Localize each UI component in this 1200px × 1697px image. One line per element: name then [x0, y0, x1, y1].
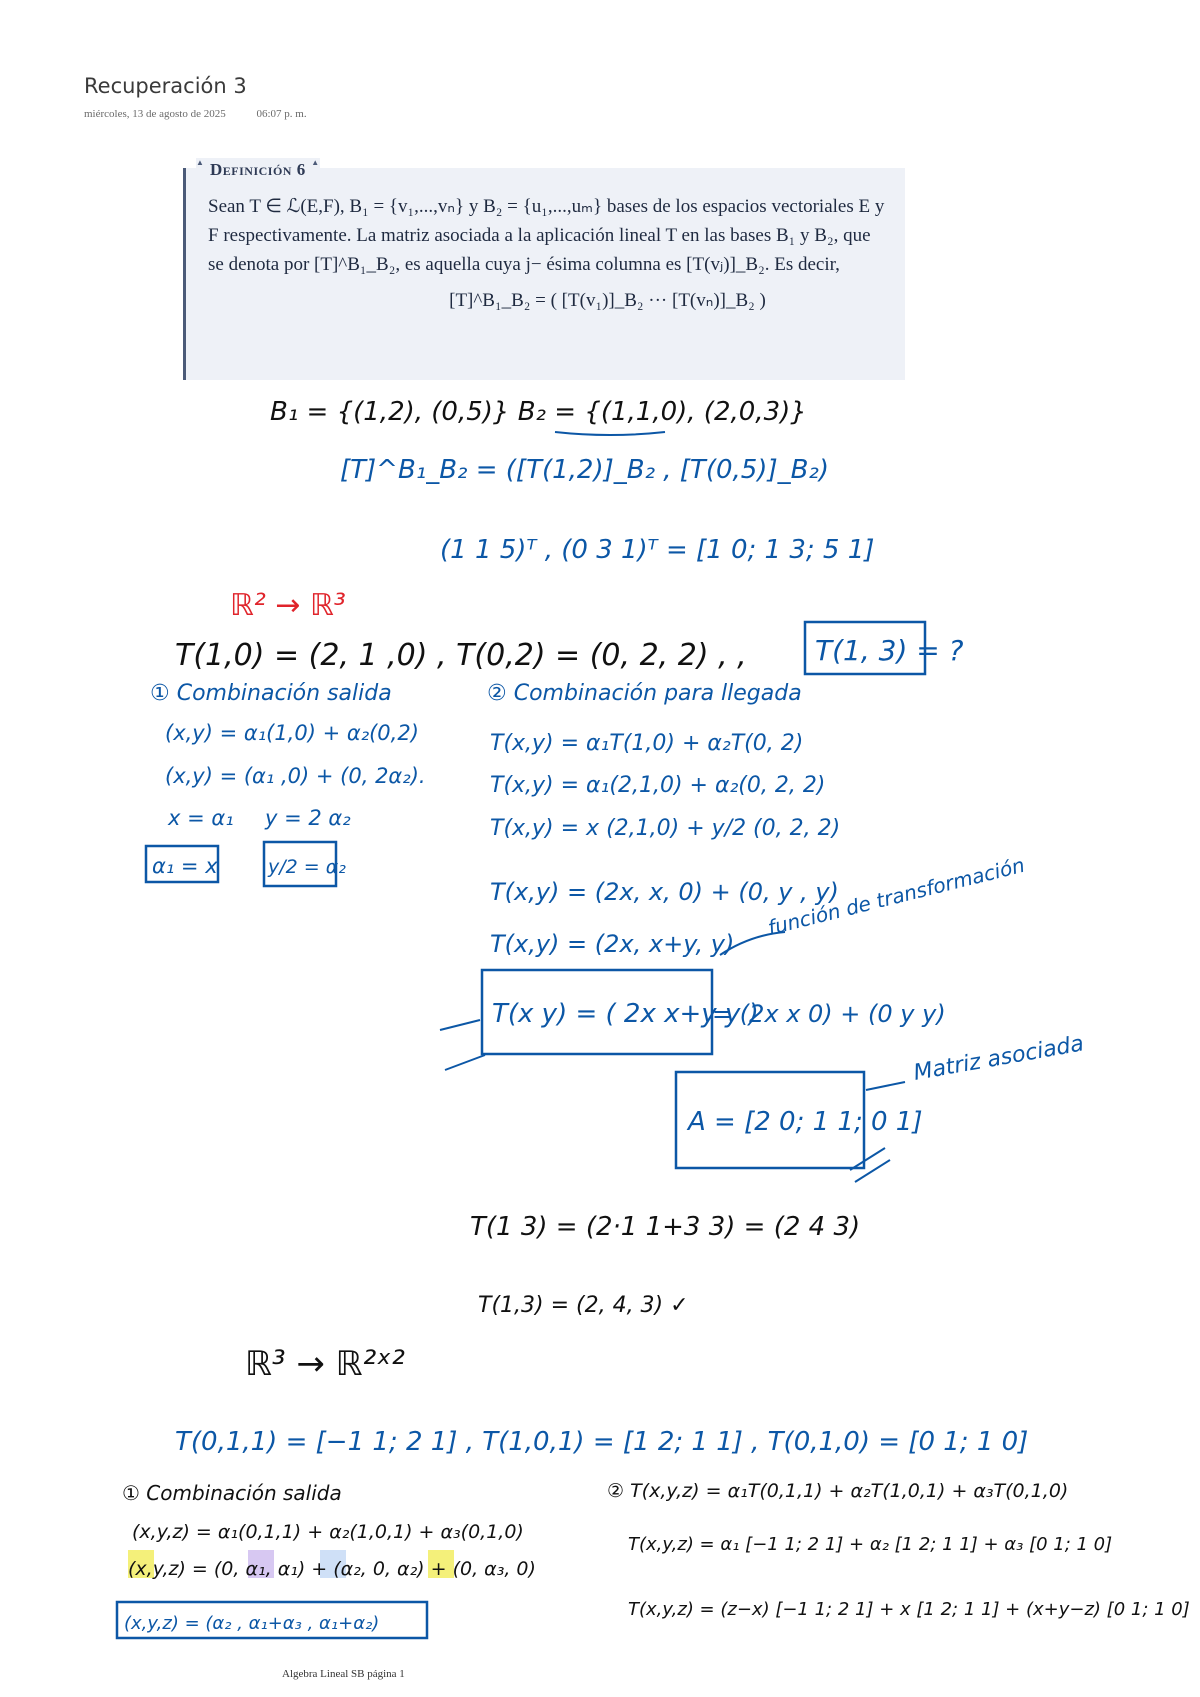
method1-line3b: y = 2 α₂	[265, 806, 351, 830]
method2-title: ② Combinación para llegada	[487, 681, 802, 706]
method1-line2: (x,y) = (α₁ ,0) + (0, 2α₂).	[165, 764, 426, 788]
section2-line1: T(x,y,z) = α₁ [−1 1; 2 1] + α₂ [1 2; 1 1] + α₃ [0 1; 1 0]	[628, 1534, 1113, 1555]
definition-text: Sean T ∈ ℒ(E,F), B₁ = {v₁,...,vₙ} y B₂ = {u₁,...,uₘ} bases de los espacios vectoriales E y F respectivamente. La matriz asociada a la aplicación lineal T en las bases B₁ y B₂, que se denota por [T]^B₁_B₂, es aquella cuya j− ésima columna es [T(vⱼ)]_B₂. Es decir,	[208, 196, 885, 275]
section2-title: ② T(x,y,z) = α₁T(0,1,1) + α₂T(1,0,1) + α₃T(0,1,0)	[607, 1480, 1069, 1502]
mapping-r2-r3: ℝ² → ℝ³	[230, 588, 346, 623]
formula-note: función de transformación	[765, 852, 1028, 940]
given-values-1: T(1,0) = (2, 1 ,0) , T(0,2) = (0, 2, 2) , ,	[175, 638, 747, 673]
eval-line: T(1 3) = (2·1 1+3 3) = (2 4 3)	[470, 1212, 861, 1242]
page-title: Recuperación 3	[84, 74, 247, 98]
method1-title: ① Combinación salida	[150, 681, 392, 706]
section2-line2: T(x,y,z) = (z−x) [−1 1; 2 1] + x [1 2; 1 1] + (x+y−z) [0 1; 1 0]	[628, 1599, 1190, 1620]
box-alpha2-text: y/2 = α₂	[268, 856, 346, 878]
method2-line1: T(x,y) = α₁T(1,0) + α₂T(0, 2)	[490, 731, 804, 756]
section1-title: ① Combinación salida	[122, 1481, 342, 1505]
section1-line1: (x,y,z) = α₁(0,1,1) + α₂(1,0,1) + α₃(0,1,0)	[132, 1521, 524, 1543]
matrix-def-line: [T]^B₁_B₂ = ([T(1,2)]_B₂ , [T(0,5)]_B₂)	[340, 455, 829, 485]
mapping-r3-r2x2: ℝ³ → ℝ²ˣ²	[245, 1344, 405, 1384]
section1-line2: (x,y,z) = (0, α₁, α₁) + (α₂, 0, α₂) + (0, α₃, 0)	[128, 1558, 536, 1580]
result-line: T(1,3) = (2, 4, 3) ✓	[478, 1293, 689, 1318]
section1-line3: (x,y,z) = (α₂ , α₁+α₃ , α₁+α₂)	[124, 1613, 380, 1634]
page-footer: Algebra Lineal SB página 1	[282, 1668, 405, 1680]
time-text: 06:07 p. m.	[256, 108, 307, 120]
method2-line3: T(x,y) = x (2,1,0) + y/2 (0, 2, 2)	[490, 816, 841, 841]
method2-line4: T(x,y) = (2x, x, 0) + (0, y , y)	[490, 878, 839, 906]
date-text: miércoles, 13 de agosto de 2025	[84, 108, 226, 120]
matrix-A-text: A = [2 0; 1 1; 0 1]	[688, 1107, 923, 1137]
split-text: = (2x x 0) + (0 y y)	[712, 1000, 946, 1028]
arrows-left	[440, 1020, 485, 1070]
double-slash	[850, 1148, 890, 1182]
given-values-2: T(0,1,1) = [−1 1; 2 1] , T(1,0,1) = [1 2; 1 1] , T(0,1,0) = [0 1; 1 0]	[175, 1427, 1029, 1457]
underline	[555, 432, 665, 435]
bases-line: B₁ = {(1,2), (0,5)} B₂ = {(1,1,0), (2,0,3)}	[270, 397, 807, 427]
question-text: T(1, 3) = ?	[815, 634, 964, 667]
matrix-note: Matriz asociada	[911, 1031, 1086, 1086]
definition-tab: ▲ Definición 6 ▲	[196, 158, 320, 182]
boxed-transform-text: T(x y) = ( 2x x+y y )	[492, 999, 759, 1029]
method2-line2: T(x,y) = α₁(2,1,0) + α₂(0, 2, 2)	[490, 773, 826, 798]
definition-formula: [T]^B₁_B₂ = ( [T(v₁)]_B₂ ··· [T(vₙ)]_B₂ )	[449, 290, 766, 311]
matrix-cols-line: (1 1 5)ᵀ , (0 3 1)ᵀ = [1 0; 1 3; 5 1]	[440, 535, 875, 565]
method1-line3a: x = α₁	[168, 806, 234, 830]
method1-line1: (x,y) = α₁(1,0) + α₂(0,2)	[165, 721, 419, 745]
method2-line5: T(x,y) = (2x, x+y, y)	[490, 930, 735, 958]
box-alpha1-text: α₁ = x	[152, 854, 218, 878]
arrow-matrix	[866, 1082, 905, 1090]
